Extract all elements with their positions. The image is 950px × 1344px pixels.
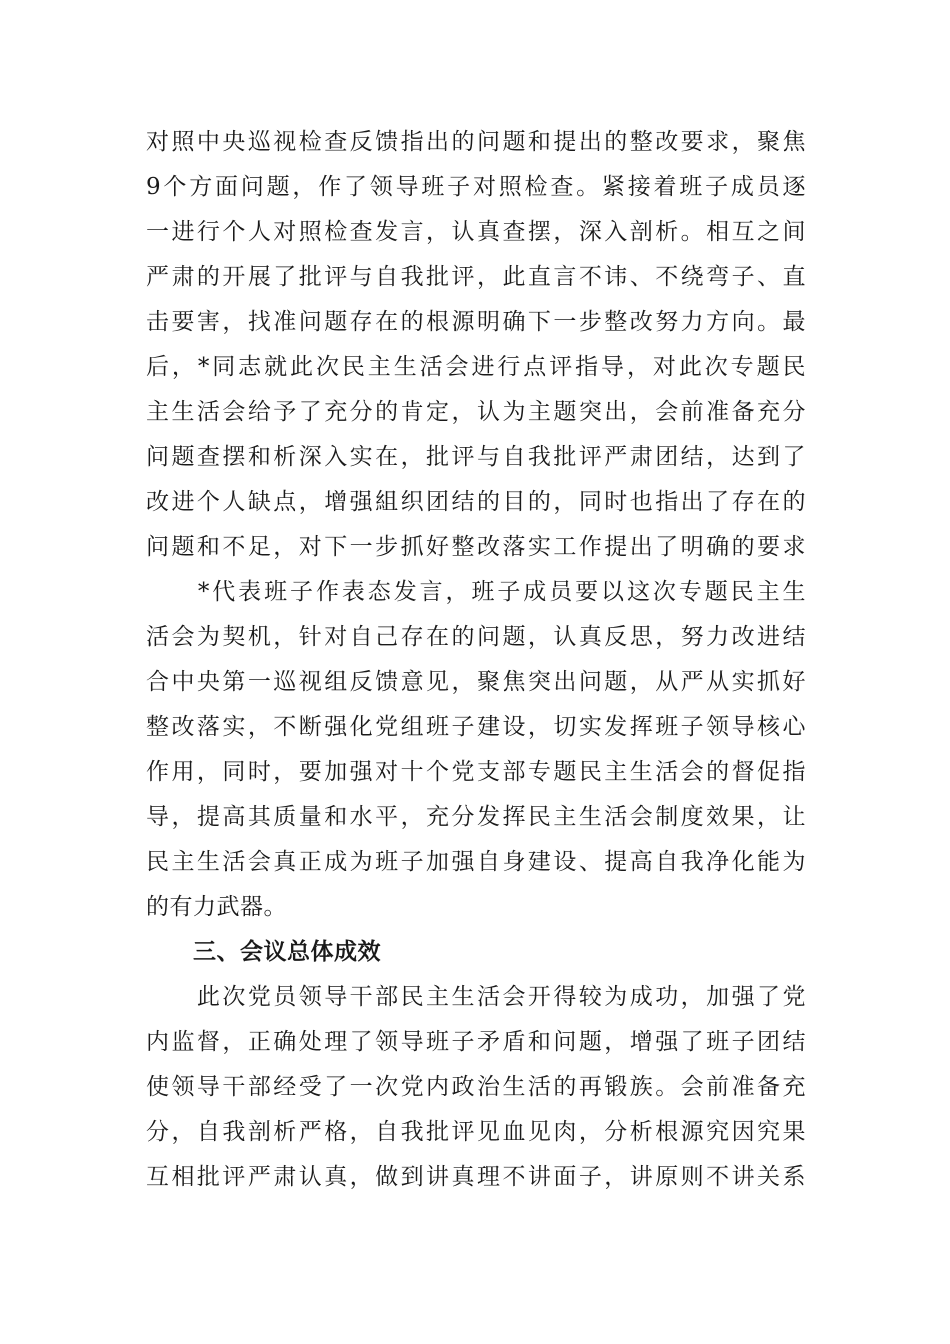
text-line: 一进行个人对照检查发言，认真查摆，深入剖析。相互之间 xyxy=(146,219,806,245)
section-heading: 三、会议总体成效 xyxy=(193,939,381,965)
document-page xyxy=(146,120,806,1200)
text-line: 使领导干部经受了一次党内政治生活的再锻族。会前准备充 xyxy=(146,1074,806,1100)
text-line: 导，提高其质量和水平，充分发挥民主生活会制度效果，让 xyxy=(146,804,806,830)
text-line: 民主生活会真正成为班子加强自身建设、提高自我净化能为 xyxy=(146,849,806,875)
text-line: 对照中央巡视检查反馈指出的问题和提出的整改要求，聚焦 xyxy=(146,129,806,155)
text-line: 整改落实，不断强化党组班子建设，切实发挥班子领导核心 xyxy=(146,714,806,740)
text-line: 严肃的开展了批评与自我批评，此直言不讳、不绕弯子、直 xyxy=(146,264,806,290)
text-line: 改进个人缺点，增强組织团结的目的，同时也指出了存在的 xyxy=(146,489,806,515)
paragraph-continuation xyxy=(146,120,806,570)
text-line: 的有力武器。 xyxy=(146,894,287,920)
text-line: 合中央第一巡视组反馈意见，聚焦突出问题，从严从实抓好 xyxy=(146,669,806,695)
text-line: 问题和不足，对下一步抓好整改落实工作提出了明确的要求 xyxy=(146,534,806,560)
text-line: 活会为契机，针对自己存在的问题，认真反思，努力改进结 xyxy=(146,624,806,650)
text-line: 此次党员领导干部民主生活会开得较为成功，加强了党 xyxy=(146,984,806,1010)
text-line: 后，*同志就此次民主生活会进行点评指导，对此次专题民 xyxy=(146,354,806,380)
text-line: 问题查摆和析深入实在，批评与自我批评严肃团结，达到了 xyxy=(146,444,806,470)
text-line: 分，自我剖析严格，自我批评见血见肉，分析根源究因究果 xyxy=(146,1119,806,1145)
text-line: 9个方面问题，作了领导班子对照检查。紧接着班子成员逐 xyxy=(146,174,806,200)
text-line: 击要害，找准问题存在的根源明确下一步整改努力方向。最 xyxy=(146,309,806,335)
text-line: 互相批评严肃认真，做到讲真理不讲面子，讲原则不讲关系 xyxy=(146,1164,806,1190)
text-line: 主生活会给予了充分的肯定，认为主题突出，会前准备充分 xyxy=(146,399,806,425)
text-line: 内监督，正确处理了领导班子矛盾和问题，增强了班子团结 xyxy=(146,1029,806,1055)
paragraph-statement xyxy=(146,570,806,930)
text-line: 作用，同时，要加强对十个党支部专题民主生活会的督促指 xyxy=(146,759,806,785)
paragraph-outcome xyxy=(146,975,806,1200)
text-line: *代表班子作表态发言，班子成员要以这次专题民主生 xyxy=(146,579,806,605)
